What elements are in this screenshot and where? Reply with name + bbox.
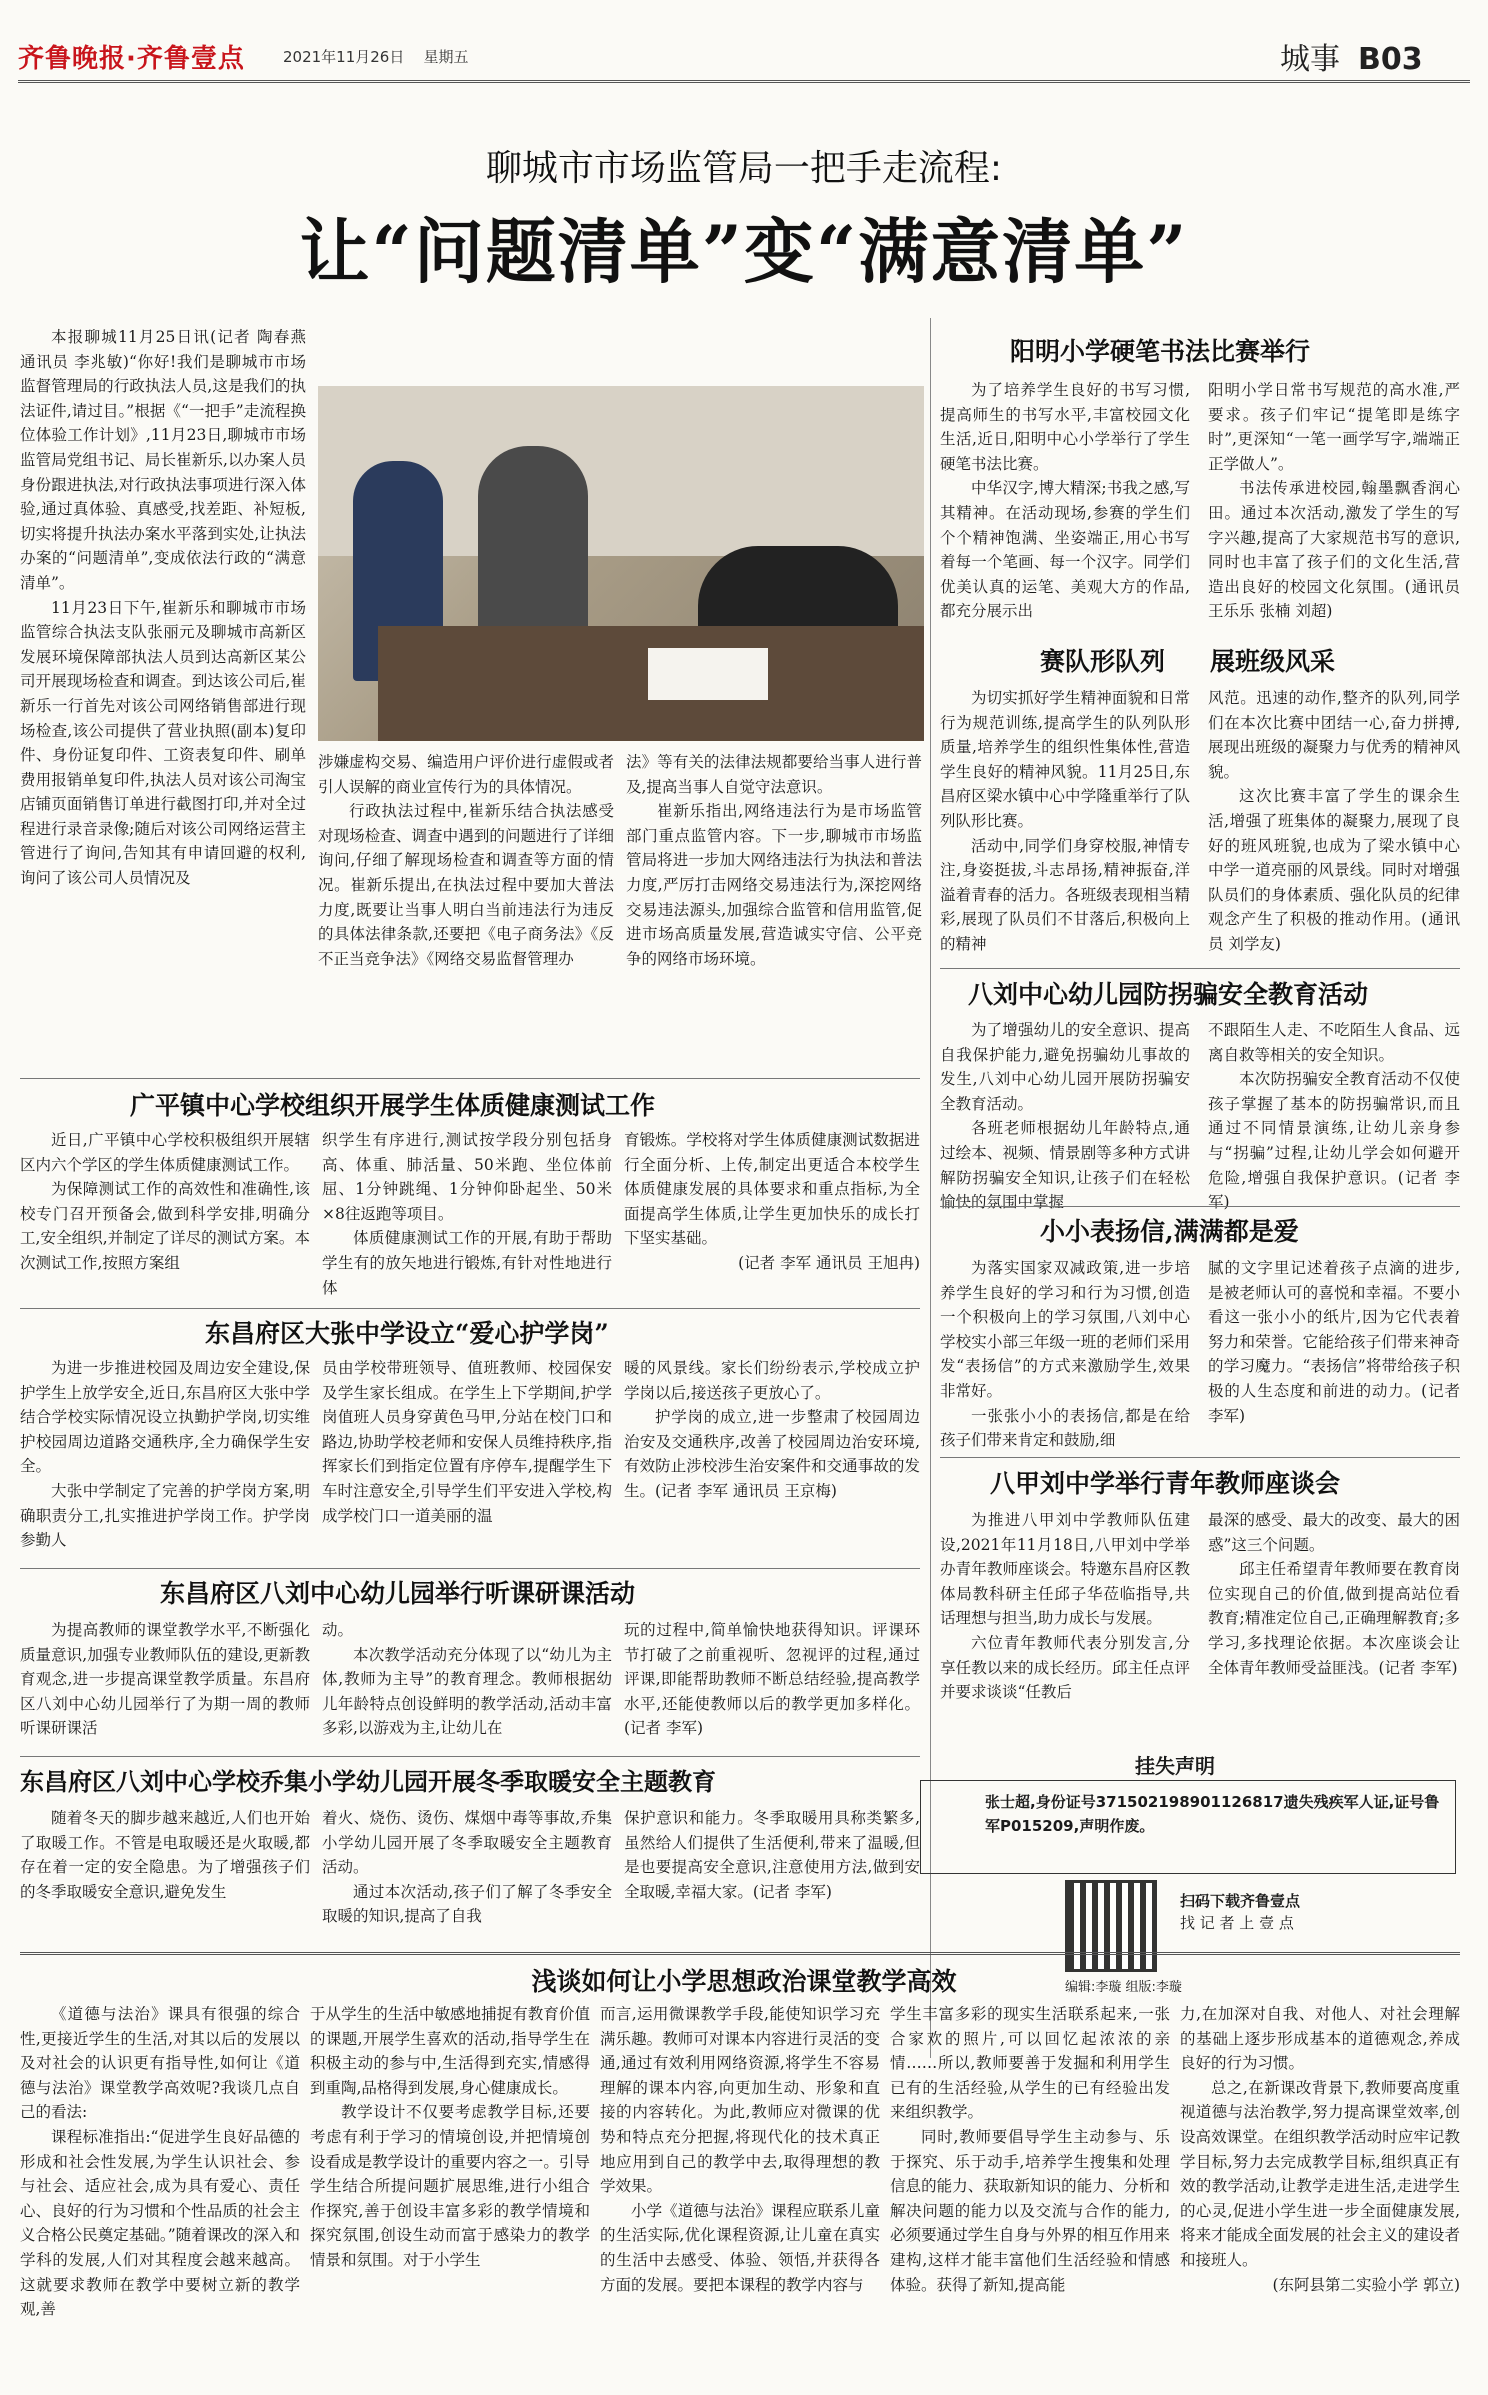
kindergarten-paragraph: 为了增强幼儿的安全意识、提高自我保护能力,避免拐骗幼儿事故的发生,八刘中心幼儿园开展防拐骗安全教育活动。 [940, 1021, 1190, 1113]
zhangzhuang-col3 [624, 1356, 920, 1566]
divider [20, 1308, 920, 1309]
lead-column-1 [20, 325, 306, 888]
divider [20, 1568, 920, 1569]
kindergarten-paragraph: 不跟陌生人走、不吃陌生人食品、远离自救等相关的安全知识。 [1208, 1021, 1460, 1064]
guangping-paragraph: 育锻炼。学校将对学生体质健康测试数据进行全面分析、上传,制定出更适合本校学生体质健康发展的具体要求和重点指标,为全面提高学生体质,让学生更加快乐的成长打下坚实基础。 [624, 1131, 920, 1248]
teachers-right [1208, 1508, 1460, 1732]
lead-column-3 [626, 750, 922, 1080]
calligraphy-left [940, 378, 1190, 658]
essay-paragraph: 课程标准指出:“促进学生良好品德的形成和社会性发展,为学生认识社会、参与社会、适应社会,成为具有爱心、责任心、良好的行为习惯和个性品质的社会主义合格公民奠定基础。”随着课改的深入和学科的发展,人们对其程度会越来越高。这就要求教师在教学中要树立新的教学观,善 [20, 2127, 300, 2319]
winter-paragraph: 保护意识和能力。冬季取暖用具称类繁多,虽然给人们提供了生活便利,带来了温暖,但是也要提高安全意识,注意使用方法,做到安全取暖,幸福大家。(记者 李军) [624, 1809, 920, 1901]
teachers-paragraph: 邱主任希望青年教师要在教育岗位实现自己的价值,做到提高站位看教育;精准定位自己,正确理解教育;多学习,多找理论依据。本次座谈会让全体青年教师受益匪浅。(记者 李军) [1208, 1560, 1460, 1677]
essay-col3 [600, 2002, 880, 2387]
essay-rule [20, 1952, 1460, 1955]
lead-paragraph: 崔新乐指出,网络违法行为是市场监管部门重点监管内容。下一步,聊城市市场监管局将进一步加大网络违法行为执法和普法力度,严厉打击网络交易违法行为,深挖网络交易违法源头,加强综合监管和信用监管,促进市场高质量发展,营造诚实守信、公平竞争的网络市场环境。 [626, 802, 922, 968]
teachers-paragraph: 为推进八甲刘中学教师队伍建设,2021年11月18日,八甲刘中学举办青年教师座谈会。特邀东昌府区教体局教科研主任邱子华莅临指导,共话理想与担当,助力成长与发展。 [940, 1511, 1190, 1628]
zhangzhuang-col2 [322, 1356, 612, 1566]
drill-title-right: 展班级风采 [1210, 647, 1336, 676]
essay-paragraph: 于从学生的生活中敏感地捕捉有教育价值的课题,开展学生喜欢的活动,指导学生在积极主动的参与中,生活得到充实,情感得到重陶,品格得到发展,身心健康成长。 [310, 2005, 590, 2097]
essay-paragraph: 同时,教师要倡导学生主动参与、乐于探究、乐于动手,培养学生搜集和处理信息的能力、获取新知识的能力、分析和解决问题的能力以及交流与合作的能力,必须要通过学生自身与外界的相互作用来建构,这样才能丰富他们生活经验和情感体验。获得了新知,提高能 [890, 2127, 1170, 2294]
teachers-paragraph: 六位青年教师代表分别发言,分享任教以来的成长经历。邱主任点评并要求谈谈“任教后 [940, 1633, 1190, 1702]
zhangzhuang-paragraph: 员由学校带班领导、值班教师、校园保安及学生家长组成。在学生上下学期间,护学岗值班人员身穿黄色马甲,分站在校门口和路边,协助学校老师和安保人员维持秩序,指挥家长们到指定位置有序停车,提醒学生下车时注意安全,引导学生们平安进入学校,构成学校门口一道美丽的温 [322, 1359, 612, 1525]
guangping-col2 [322, 1128, 612, 1308]
praise-right [1208, 1256, 1460, 1456]
essay-col4 [890, 2002, 1170, 2387]
drill-paragraph: 风范。迅速的动作,整齐的队列,同学们在本次比赛中团结一心,奋力拼搏,展现出班级的凝聚力与优秀的精神风貌。 [1208, 689, 1460, 781]
lost-notice-text: 张士超,身份证号371502198901126817遗失残疾军人证,证号鲁军P015209,声明作废。 [985, 1793, 1440, 1835]
drill-paragraph: 为切实抓好学生精神面貌和日常行为规范训练,提高学生的队列队形质量,培养学生的组织性集体性,营造学生良好的精神风貌。11月25日,东昌府区梁水镇中心中学隆重举行了队列队形比赛。 [940, 689, 1190, 830]
praise-paragraph: 为落实国家双减政策,进一步培养学生良好的学习和行为习惯,创造一个积极向上的学习氛围,八刘中心学校实小部三年级一班的老师们采用发“表扬信”的方式来激励学生,效果非常好。 [940, 1259, 1190, 1400]
section-header [1280, 34, 1423, 78]
kindergarten-paragraph: 各班老师根据幼儿年龄特点,通过绘本、视频、情景剧等多种方式讲解防拐骗安全知识,让孩子们在轻松愉快的氛围中掌握 [940, 1119, 1190, 1212]
divider [940, 968, 1460, 969]
lead-kicker: 聊城市市场监管局一把手走流程: [485, 148, 1003, 189]
lead-photo [318, 386, 924, 741]
guangping-paragraph: 近日,广平镇中心学校积极组织开展辖区内六个学区的学生体质健康测试工作。 [20, 1131, 310, 1174]
winter-col1 [20, 1806, 310, 1941]
calligraphy-right [1208, 378, 1460, 658]
drill-paragraph: 这次比赛丰富了学生的课余生活,增强了班集体的凝聚力,展现了良好的班风班貌,也成为了梁水镇中心中学一道亮丽的风景线。同时对增强队员们的身体素质、强化队员的纪律观念产生了积极的推动作用。(通讯员 刘学友) [1208, 787, 1460, 953]
lead-headline: 让“问题清单”变“满意清单” [299, 210, 1189, 293]
listen-paragraph: 本次教学活动充分体现了以“幼儿为主体,教师为主导”的教育理念。教师根据幼儿年龄特点创设鲜明的教学活动,活动丰富多彩,以游戏为主,让幼儿在 [322, 1645, 612, 1738]
calligraphy-title: 阳明小学硬笔书法比赛举行 [1010, 337, 1311, 366]
divider [940, 1457, 1460, 1458]
calligraphy-paragraph: 中华汉字,博大精深;书我之感,写其精神。在活动现场,参赛的学生们个个精神饱满、坐姿端正,用心书写着每一个笔画、每一个汉字。同学们优美认真的运笔、美观大方的作品,都充分展示出 [940, 479, 1190, 621]
section-name: 城事 [1280, 42, 1340, 77]
listen-paragraph: 玩的过程中,简单愉快地获得知识。评课环节打破了之前重视听、忽视评的过程,通过评课,即能帮助教师不断总结经验,提高教学水平,还能使教师以后的教学更加多样化。(记者 李军) [624, 1621, 920, 1738]
lead-paragraph: 涉嫌虚构交易、编造用户评价进行虚假或者引人误解的商业宣传行为的具体情况。 [318, 753, 614, 796]
essay-paragraph: 学生丰富多彩的现实生活联系起来,一张合家欢的照片,可以回忆起浓浓的亲情……所以,教师要善于发掘和利用学生已有的生活经验,从学生的已有经验出发来组织教学。 [890, 2005, 1170, 2122]
qr-code-icon[interactable] [1065, 1880, 1157, 1972]
essay-col1 [20, 2002, 300, 2387]
zhangzhuang-paragraph: 大张中学制定了完善的护学岗方案,明确职责分工,扎实推进护学岗工作。护学岗参勤人 [20, 1481, 310, 1550]
listen-col2 [322, 1618, 612, 1753]
calligraphy-paragraph: 阳明小学日常书写规范的高水准,严要求。孩子们牢记“提笔即是练字时”,更深知“一笔一画学写字,端端正正学做人”。 [1208, 381, 1460, 473]
listen-paragraph: 为提高教师的课堂教学水平,不断强化质量意识,加强专业教师队伍的建设,更新教育观念,进一步提高课堂教学质量。东昌府区八刘中心幼儿园举行了为期一周的教师听课研课活 [20, 1621, 310, 1738]
guangping-col1 [20, 1128, 310, 1308]
zhangzhuang-paragraph: 暖的风景线。家长们纷纷表示,学校成立护学岗以后,接送孩子更放心了。 [624, 1359, 920, 1402]
issue-date: 2021年11月26日 [283, 48, 405, 66]
winter-paragraph: 通过本次活动,孩子们了解了冬季安全取暖的知识,提高了自我 [322, 1882, 612, 1926]
zhangzhuang-col1 [20, 1356, 310, 1566]
essay-col2 [310, 2002, 590, 2387]
winter-col2 [322, 1806, 612, 1941]
app-promo [1180, 1890, 1300, 1934]
lead-paragraph: 行政执法过程中,崔新乐结合执法感受对现场检查、调查中遇到的问题进行了详细询问,仔细了解现场检查和调查等方面的情况。崔新乐提出,在执法过程中要加大普法力度,既要让当事人明白当前违法行为违反的具体法律条款,还要把《电子商务法》《反不正当竞争法》《网络交易监督管理办 [318, 802, 614, 968]
zhangzhuang-paragraph: 护学岗的成立,进一步整肃了校园周边治安及交通秩序,改善了校园周边治安环境,有效防止涉校涉生治安案件和交通事故的发生。(记者 李军 通讯员 王京梅) [624, 1408, 920, 1500]
winter-col3 [624, 1806, 920, 1941]
listen-paragraph: 动。 [322, 1621, 354, 1639]
guangping-col3 [624, 1128, 920, 1308]
app-caption-1: 扫码下载齐鲁壹点 [1180, 1892, 1301, 1910]
dateline [283, 46, 468, 67]
issue-weekday: 星期五 [423, 48, 469, 66]
praise-left [940, 1256, 1190, 1456]
essay-paragraph: 总之,在新课改背景下,教师要高度重视道德与法治教学,努力提高课堂效率,创设高效课堂。在组织教学活动时应牢记教学目标,努力去完成教学目标,组织真正有效的教学活动,让教学走进生活,走进学生的心灵,促进小学生进一步全面健康发展,将来才能成全面发展的社会主义的建设者和接班人。 [1180, 2078, 1460, 2269]
calligraphy-paragraph: 书法传承进校园,翰墨飘香润心田。通过本次活动,激发了学生的写字兴趣,提高了大家规范书写的意识,同时也丰富了孩子们的文化生活,营造出良好的校园文化氛围。(通讯员 王乐乐 张楠 刘超) [1208, 479, 1460, 621]
guangping-title: 广平镇中心学校组织开展学生体质健康测试工作 [130, 1091, 656, 1120]
praise-title: 小小表扬信,满满都是爱 [1040, 1217, 1299, 1246]
app-caption-2: 找 记 者 上 壹 点 [1180, 1914, 1294, 1932]
lost-notice-title: 挂失声明 [1135, 1754, 1215, 1778]
masthead-logo: 齐鲁晚报·齐鲁壹点 [18, 44, 245, 74]
essay-col5 [1180, 2002, 1460, 2387]
lead-paragraph: 本报聊城11月25日讯(记者 陶春燕 通讯员 李兆敏)“你好!我们是聊城市市场监督管理局的行政执法人员,这是我们的执法证件,请过目。”根据《“一把手”走流程换位体验工作计划》,11月23日,聊城市市场监管局党组书记、局长崔新乐,以办案人员身份跟进执法,对行政执法事项进行深入体验,通过真体验、真感受,找差距、补短板,切实将提升执法办案水平落到实处,让执法办案的“问题清单”,变成依法行政的“满意清单”。 [20, 328, 306, 592]
divider [20, 1756, 920, 1757]
masthead-rule [18, 80, 1470, 83]
listen-col3 [624, 1618, 920, 1753]
lead-column-2 [318, 750, 614, 1080]
lead-paragraph: 法》等有关的法律法规都要给当事人进行普及,提高当事人自觉守法意识。 [626, 753, 922, 796]
teachers-left [940, 1508, 1190, 1732]
drill-left [940, 686, 1190, 966]
calligraphy-paragraph: 为了培养学生良好的书写习惯,提高师生的书写水平,丰富校园文化生活,近日,阳明中心小学举行了学生硬笔书法比赛。 [940, 381, 1190, 473]
essay-paragraph: 《道德与法治》课具有很强的综合性,更接近学生的生活,对其以后的发展以及对社会的认识更有指导性,如何让《道德与法治》课堂教学高效呢?我谈几点自己的看法: [20, 2005, 300, 2122]
essay-title: 浅谈如何让小学思想政治课堂教学高效 [531, 1967, 957, 1996]
drill-right [1208, 686, 1460, 966]
essay-byline: (东阿县第二实验小学 郭立) [1272, 2275, 1460, 2294]
teachers-paragraph: 最深的感受、最大的改变、最大的困惑”这三个问题。 [1208, 1511, 1460, 1554]
guangping-paragraph: 织学生有序进行,测试按学段分别包括身高、体重、肺活量、50米跑、坐位体前屈、1分钟跳绳、1分钟仰卧起坐、50米×8往返跑等项目。 [322, 1131, 612, 1223]
praise-paragraph: 腻的文字里记述着孩子点滴的进步,是被老师认可的喜悦和幸福。不要小看这一张小小的纸片,因为它代表着努力和荣誉。它能给孩子们带来神奇的学习魔力。“表扬信”将带给孩子积极的人生态度和前进的动力。(记者 李军) [1208, 1259, 1460, 1425]
divider [20, 1078, 920, 1079]
lead-column-1-cont [20, 675, 306, 1075]
winter-paragraph: 随着冬天的脚步越来越近,人们也开始了取暖工作。不管是电取暖还是火取暖,都存在着一定的安全隐患。为了增强孩子们的冬季取暖安全意识,避免发生 [20, 1809, 310, 1901]
winter-title: 东昌府区八刘中心学校乔集小学幼儿园开展冬季取暖安全主题教育 [20, 1767, 716, 1796]
zhangzhuang-paragraph: 为进一步推进校园及周边安全建设,保护学生上放学安全,近日,东昌府区大张中学结合学校实际情况设立执勤护学岗,切实维护校园周边道路交通秩序,全力确保学生安全。 [20, 1359, 310, 1476]
essay-paragraph: 小学《道德与法治》课程应联系儿童的生活实际,优化课程资源,让儿童在真实的生活中去感受、体验、领悟,并获得各方面的发展。要把本课程的教学内容与 [600, 2201, 880, 2294]
drill-title-left: 赛队形队列 [1040, 647, 1166, 676]
kindergarten-paragraph: 本次防拐骗安全教育活动不仅使孩子掌握了基本的防拐骗常识,而且通过不同情景演练,让幼儿亲身参与“拐骗”过程,让幼儿学会如何避开危险,增强自我保护意识。(记者 李军) [1208, 1070, 1460, 1212]
guangping-paragraph: 体质健康测试工作的开展,有助于帮助学生有的放矢地进行锻炼,有针对性地进行体 [322, 1229, 612, 1297]
winter-paragraph: 着火、烧伤、烫伤、煤烟中毒等事故,乔集小学幼儿园开展了冬季取暖安全主题教育活动。 [322, 1809, 612, 1877]
essay-paragraph: 教学设计不仅要考虑教学目标,还要考虑有利于学习的情境创设,并把情境创设看成是教学设计的重要内容之一。引导学生结合所提问题扩展思维,进行小组合作探究,善于创设丰富多彩的教学情境和探究氛围,创设生动而富于感染力的教学情景和氛围。对于小学生 [310, 2103, 590, 2269]
lead-paragraph: 11月23日下午,崔新乐和聊城市市场监管综合执法支队张丽元及聊城市高新区发展环境保障部执法人员到达高新区某公司开展现场检查和调查。到达该公司后,崔新乐一行首先对该公司网络销售部进行现场检查,该公司提供了营业执照(副本)复印件、身份证复印件、工资表复印件、刷单费用报销单复印件,执法人员对该公司淘宝店铺页面销售订单进行截图打印,并对全过程进行录音录像;随后对该公司网络运营主管进行了询问,告知其有申请回避的权利,询问了该公司人员情况及 [20, 598, 306, 888]
drill-paragraph: 活动中,同学们身穿校服,神情专注,身姿挺拔,斗志昂扬,精神振奋,洋溢着青春的活力。各班级表现相当精彩,展现了队员们不甘落后,积极向上的精神 [940, 836, 1190, 953]
zhangzhuang-title: 东昌府区大张中学设立“爱心护学岗” [205, 1319, 609, 1348]
listen-title: 东昌府区八刘中心幼儿园举行听课研课活动 [160, 1579, 636, 1608]
guangping-byline: (记者 李军 通讯员 王旭冉) [738, 1253, 920, 1272]
listen-col1 [20, 1618, 310, 1753]
essay-paragraph: 力,在加深对自我、对他人、对社会理解的基础上逐步形成基本的道德观念,养成良好的行为习惯。 [1180, 2005, 1460, 2073]
page-number: B03 [1358, 42, 1423, 77]
kindergarten-title: 八刘中心幼儿园防拐骗安全教育活动 [968, 980, 1369, 1009]
divider [940, 1206, 1460, 1207]
essay-paragraph: 而言,运用微课教学手段,能使知识学习充满乐趣。教师可对课本内容进行灵活的变通,通过有效利用网络资源,将学生不容易理解的课本内容,向更加生动、形象和直接的内容转化。为此,教师应对微课的优势和特点充分把握,将现代化的技术真正地应用到自己的教学中去,取得理想的教学效果。 [600, 2005, 880, 2196]
guangping-paragraph: 为保障测试工作的高效性和准确性,该校专门召开预备会,做到科学安排,明确分工,安全组织,并制定了详尽的测试方案。本次测试工作,按照方案组 [20, 1180, 310, 1272]
editor-credits: 编辑:李璇 组版:李璇 [1065, 1980, 1182, 1995]
praise-paragraph: 一张张小小的表扬信,都是在给孩子们带来肯定和鼓励,细 [940, 1406, 1190, 1450]
teachers-title: 八甲刘中学举行青年教师座谈会 [990, 1469, 1341, 1498]
